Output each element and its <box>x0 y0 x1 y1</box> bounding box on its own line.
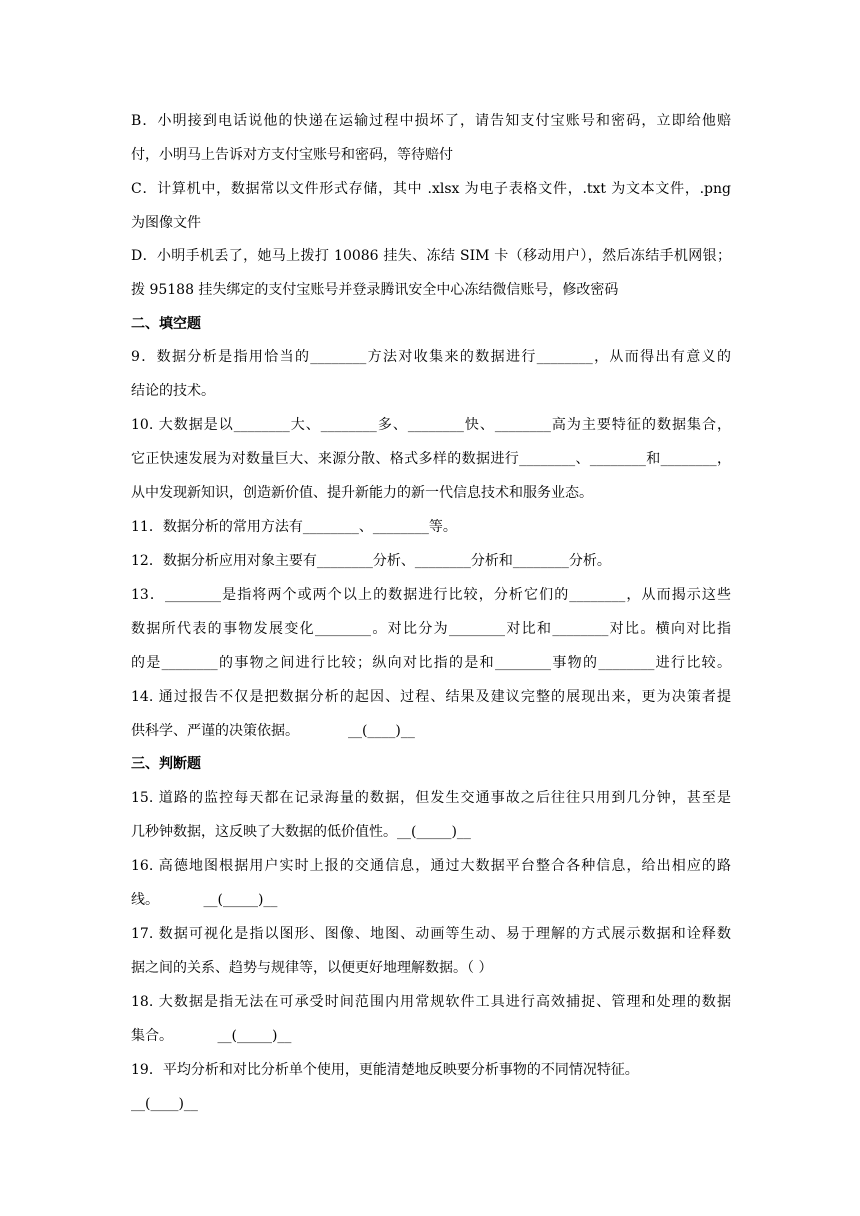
question-15-line-2: 几秒钟数据，这反映了大数据的低价值性。__(_____)__ <box>131 824 471 840</box>
question-9-line-1: 9．数据分析是指用恰当的________方法对收集来的数据进行________，从而得出有意义的 <box>131 349 731 365</box>
question-18-line-2: 集合。 __(_____)__ <box>131 1028 292 1044</box>
question-18-line-1: 18. 大数据是指无法在可承受时间范围内用常规软件工具进行高效捕捉、管理和处理的数据 <box>131 994 731 1010</box>
section-heading-fill-blank: 二、填空题 <box>131 316 201 332</box>
question-19-line-1: 19．平均分析和对比分析单个使用，更能清楚地反映要分析事物的不同情况特征。 <box>131 1062 639 1078</box>
option-d-line-1: D．小明手机丢了，她马上拨打 10086 挂失、冻结 SIM 卡（移动用户），然后冻结手机网银； <box>131 248 731 264</box>
question-10-line-2: 它正快速发展为对数量巨大、来源分散、格式多样的数据进行________、________和________， <box>131 451 731 467</box>
option-c-line-2: 为图像文件 <box>131 215 201 231</box>
question-9-line-2: 结论的技术。 <box>131 383 215 399</box>
question-17-line-2: 据之间的关系、趋势与规律等，以便更好地理解数据。（ ） <box>131 960 493 976</box>
section-heading-true-false: 三、判断题 <box>131 756 201 772</box>
option-d-line-2: 拨 95188 挂失绑定的支付宝账号并登录腾讯安全中心冻结微信账号，修改密码 <box>131 282 619 298</box>
question-13-line-2: 数据所代表的事物发展变化________。对比分为________对比和________对比。横向对比指 <box>131 621 731 637</box>
question-14-line-2: 供科学、严谨的决策依据。 __(____)__ <box>131 723 415 739</box>
question-10-line-1: 10. 大数据是以________大、________多、________快、________高为主要特征的数据集合， <box>131 417 731 433</box>
question-12: 12．数据分析应用对象主要有________分析、________分析和________分析。 <box>131 553 611 569</box>
question-16-line-2: 线。 __(_____)__ <box>131 892 278 908</box>
question-13-line-3: 的是________的事物之间进行比较；纵向对比指的是和________事物的________进行比较。 <box>131 655 731 671</box>
question-15-line-1: 15. 道路的监控每天都在记录海量的数据，但发生交通事故之后往往只用到几分钟，甚至是 <box>131 790 731 806</box>
question-17-line-1: 17. 数据可视化是指以图形、图像、地图、动画等生动、易于理解的方式展示数据和诠释数 <box>131 926 731 942</box>
question-16-line-1: 16. 高德地图根据用户实时上报的交通信息，通过大数据平台整合各种信息，给出相应的路 <box>131 858 731 874</box>
option-b-line-1: B．小明接到电话说他的快递在运输过程中损坏了，请告知支付宝账号和密码，立即给他赔 <box>131 113 731 129</box>
question-19-answer-blank: __(____)__ <box>131 1096 198 1112</box>
question-13-line-1: 13．________是指将两个或两个以上的数据进行比较，分析它们的________，从而揭示这些 <box>131 587 731 603</box>
option-b-line-2: 付，小明马上告诉对方支付宝账号和密码，等待赔付 <box>131 147 453 163</box>
option-c-line-1: C．计算机中，数据常以文件形式存储，其中 .xlsx 为电子表格文件，.txt 为文本文件，.png <box>131 181 731 197</box>
question-11: 11．数据分析的常用方法有________、________等。 <box>131 519 457 535</box>
question-10-line-3: 从中发现新知识，创造新价值、提升新能力的新一代信息技术和服务业态。 <box>131 485 593 501</box>
question-14-line-1: 14. 通过报告不仅是把数据分析的起因、过程、结果及建议完整的展现出来，更为决策者提 <box>131 689 731 705</box>
